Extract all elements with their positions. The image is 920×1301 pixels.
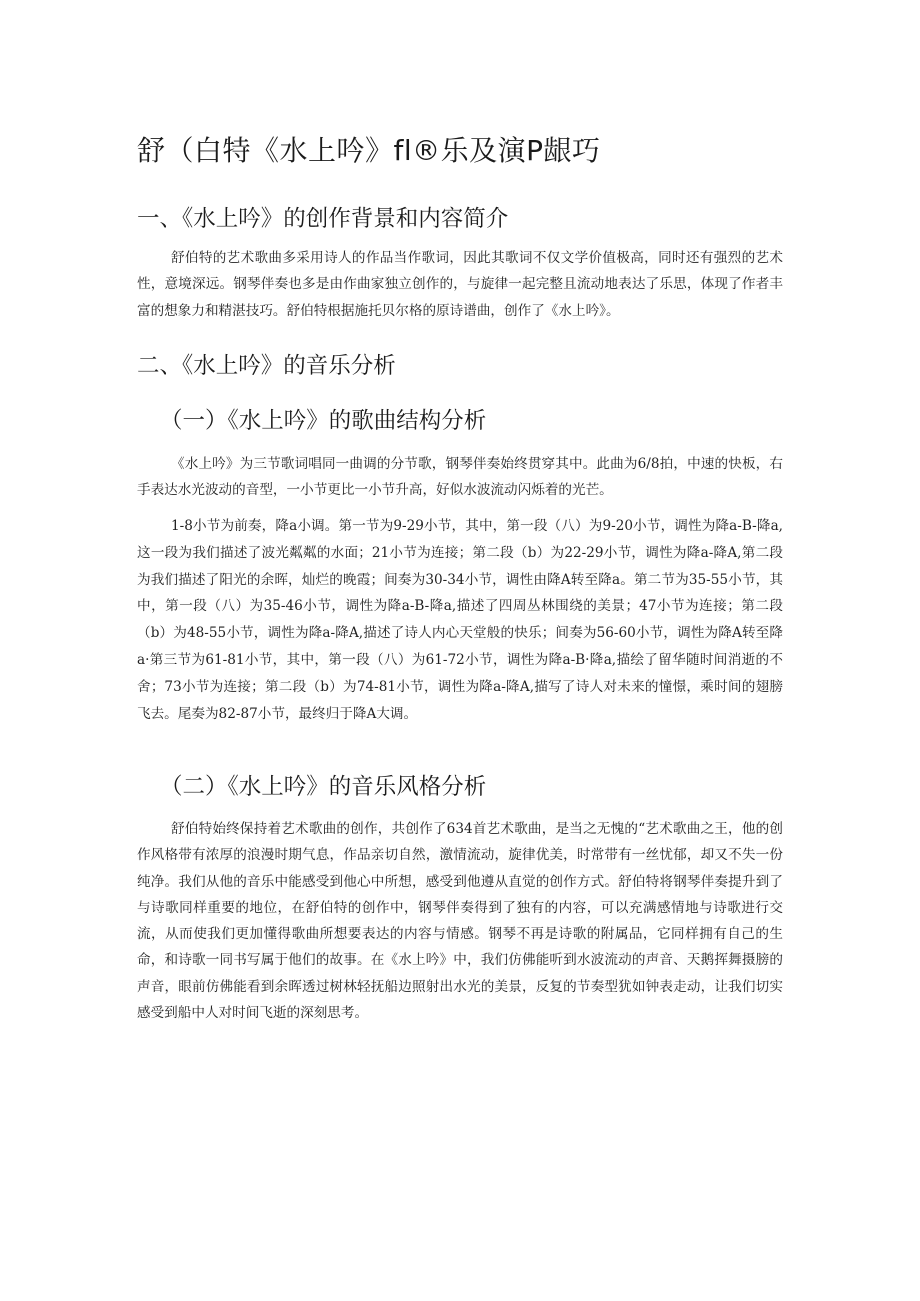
subsection-heading-style: （二）《水上吟》的音乐风格分析 bbox=[160, 774, 487, 800]
paragraph-style: 舒伯特始终保持着艺术歌曲的创作，共创作了634首艺术歌曲，是当之无愧的“艺术歌曲之王，他的创作风格带有浓厚的浪漫时期气息，作品亲切自然，激情流动，旋律优美，时常带有一丝忧郁，却又不失一份纯净。我们从他的音乐中能感受到他心中所想，感受到他遵从直觉的创作方式。舒伯特将钢琴伴奏提升到了与诗歌同样重要的地位，在舒伯特的创作中，钢琴伴奏得到了独有的内容，可以充满感情地与诗歌进行交流，从而使我们更加懂得歌曲所想要表达的内容与情感。钢琴不再是诗歌的附属品，它同样拥有自己的生命，和诗歌一同书写属于他们的故事。在《水上吟》中，我们仿佛能听到水波流动的声音、天鹅挥舞摄膀的声音，眼前仿佛能看到余晖透过树林轻抚船边照射出水光的美景，反复的节奏型犹如钟表走动，让我们切实感受到船中人对时间飞逝的深刻思考。 bbox=[137, 821, 783, 1022]
paragraph-structure-intro: 《水上吟》为三节歌词唱同一曲调的分节歌，钢琴伴奏始终贯穿其中。此曲为6/8拍，中速的快板，右手表达水光波动的音型，一小节更比一小节升高，好似水波流动闪烁着的光芒。 bbox=[137, 456, 783, 499]
subsection-heading-structure: （一）《水上吟》的歌曲结构分析 bbox=[160, 408, 487, 434]
section-heading-music-analysis: 二、《水上吟》的音乐分析 bbox=[137, 353, 396, 379]
document-title: 舒（白特《水上吟》fl®乐及演P龈巧 bbox=[137, 134, 601, 167]
paragraph-structure-detail: 1-8小节为前奏，降a小调。第一节为9-29小节，其中，第一段（八）为9-20小节，调性为降a-B-降a,这一段为我们描述了波光粼粼的水面；21小节为连接；第二段（b）为22-29小节，调性为降a-降A,第二段为我们描述了阳光的余晖，灿烂的晚霞；间奏为30-34小节，调性由降A转至降a。第二节为35-55小节，其中，第一段（八）为35-46小节，调性为降a-B-降a,描述了四周丛林围绕的美景；47小节为连接；第二段（b）为48-55小节，调性为降a-降A,描述了诗人内心天堂般的快乐；间奏为56-60小节，调性为降A转至降a·第三节为61-81小节，其中，第一段（八）为61-72小节，调性为降a-B·降a,描绘了留华随时间消逝的不舍；73小节为连接；第二段（b）为74-81小节，调性为降a-降A,描写了诗人对未来的憧憬，乘时间的翅膀飞去。尾奏为82-87小节，最终归于降A大调。 bbox=[137, 518, 783, 722]
section-heading-background: 一、《水上吟》的创作背景和内容简介 bbox=[137, 206, 509, 232]
paragraph-background: 舒伯特的艺术歌曲多采用诗人的作品当作歌词，因此其歌词不仅文学价值极高，同时还有强烈的艺术性，意境深远。钢琴伴奏也多是由作曲家独立创作的，与旋律一起完整且流动地表达了乐思，体现了作者丰富的想象力和精湛技巧。舒伯特根据施托贝尔格的原诗谱曲，创作了《水上吟》。 bbox=[137, 250, 783, 319]
